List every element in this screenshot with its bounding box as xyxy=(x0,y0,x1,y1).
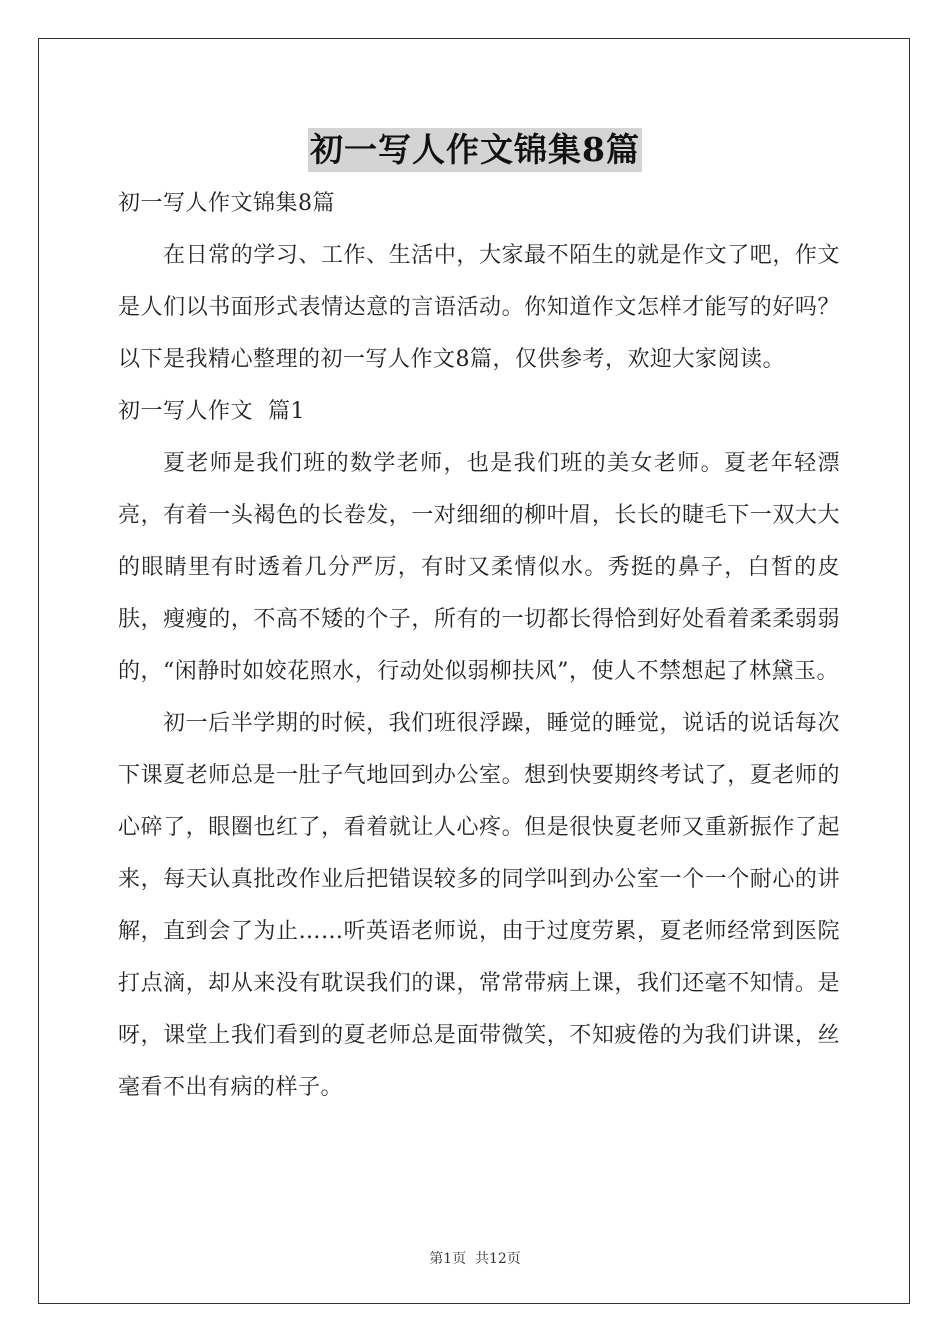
title-container xyxy=(0,128,950,172)
body-paragraph: 夏老师是我们班的数学老师，也是我们班的美女老师。夏老年轻漂亮，有着一头褐色的长卷发，一对细细的柳叶眉，长长的睫毛下一双大大的眼睛里有时透着几分严厉，有时又柔情似水。秀挺的鼻子，白皙的皮肤，瘦瘦的，不高不矮的个子，所有的一切都长得恰到好处看着柔柔弱弱的，“闲静时如姣花照水，行动处似弱柳扶风”，使人不禁想起了林黛玉。 xyxy=(118,451,840,684)
document-title: 初一写人作文锦集8篇 xyxy=(308,128,642,172)
intro-paragraph: 在日常的学习、工作、生活中，大家最不陌生的就是作文了吧，作文是人们以书面形式表情达意的言语活动。你知道作文怎样才能写的好吗？以下是我精心整理的初一写人作文8篇，仅供参考，欢迎大家阅读。 xyxy=(118,243,840,372)
section-heading: 初一写人作文 篇1 xyxy=(118,399,305,424)
body-paragraph: 初一后半学期的时候，我们班很浮躁，睡觉的睡觉，说话的说话每次下课夏老师总是一肚子气地回到办公室。想到快要期终考试了，夏老师的心碎了，眼圈也红了，看着就让人心疼。但是很快夏老师又重新振作了起来，每天认真批改作业后把错误较多的同学叫到办公室一个一个耐心的讲解，直到会了为止……听英语老师说，由于过度劳累，夏老师经常到医院打点滴，却从来没有耽误我们的课，常常带病上课，我们还毫不知情。是呀，课堂上我们看到的夏老师总是面带微笑，不知疲倦的为我们讲课，丝毫看不出有病的样子。 xyxy=(118,711,840,1100)
page-number: 第1页 共12页 xyxy=(429,1251,521,1267)
document-subtitle: 初一写人作文锦集8篇 xyxy=(118,191,335,216)
document-body xyxy=(118,178,840,1114)
